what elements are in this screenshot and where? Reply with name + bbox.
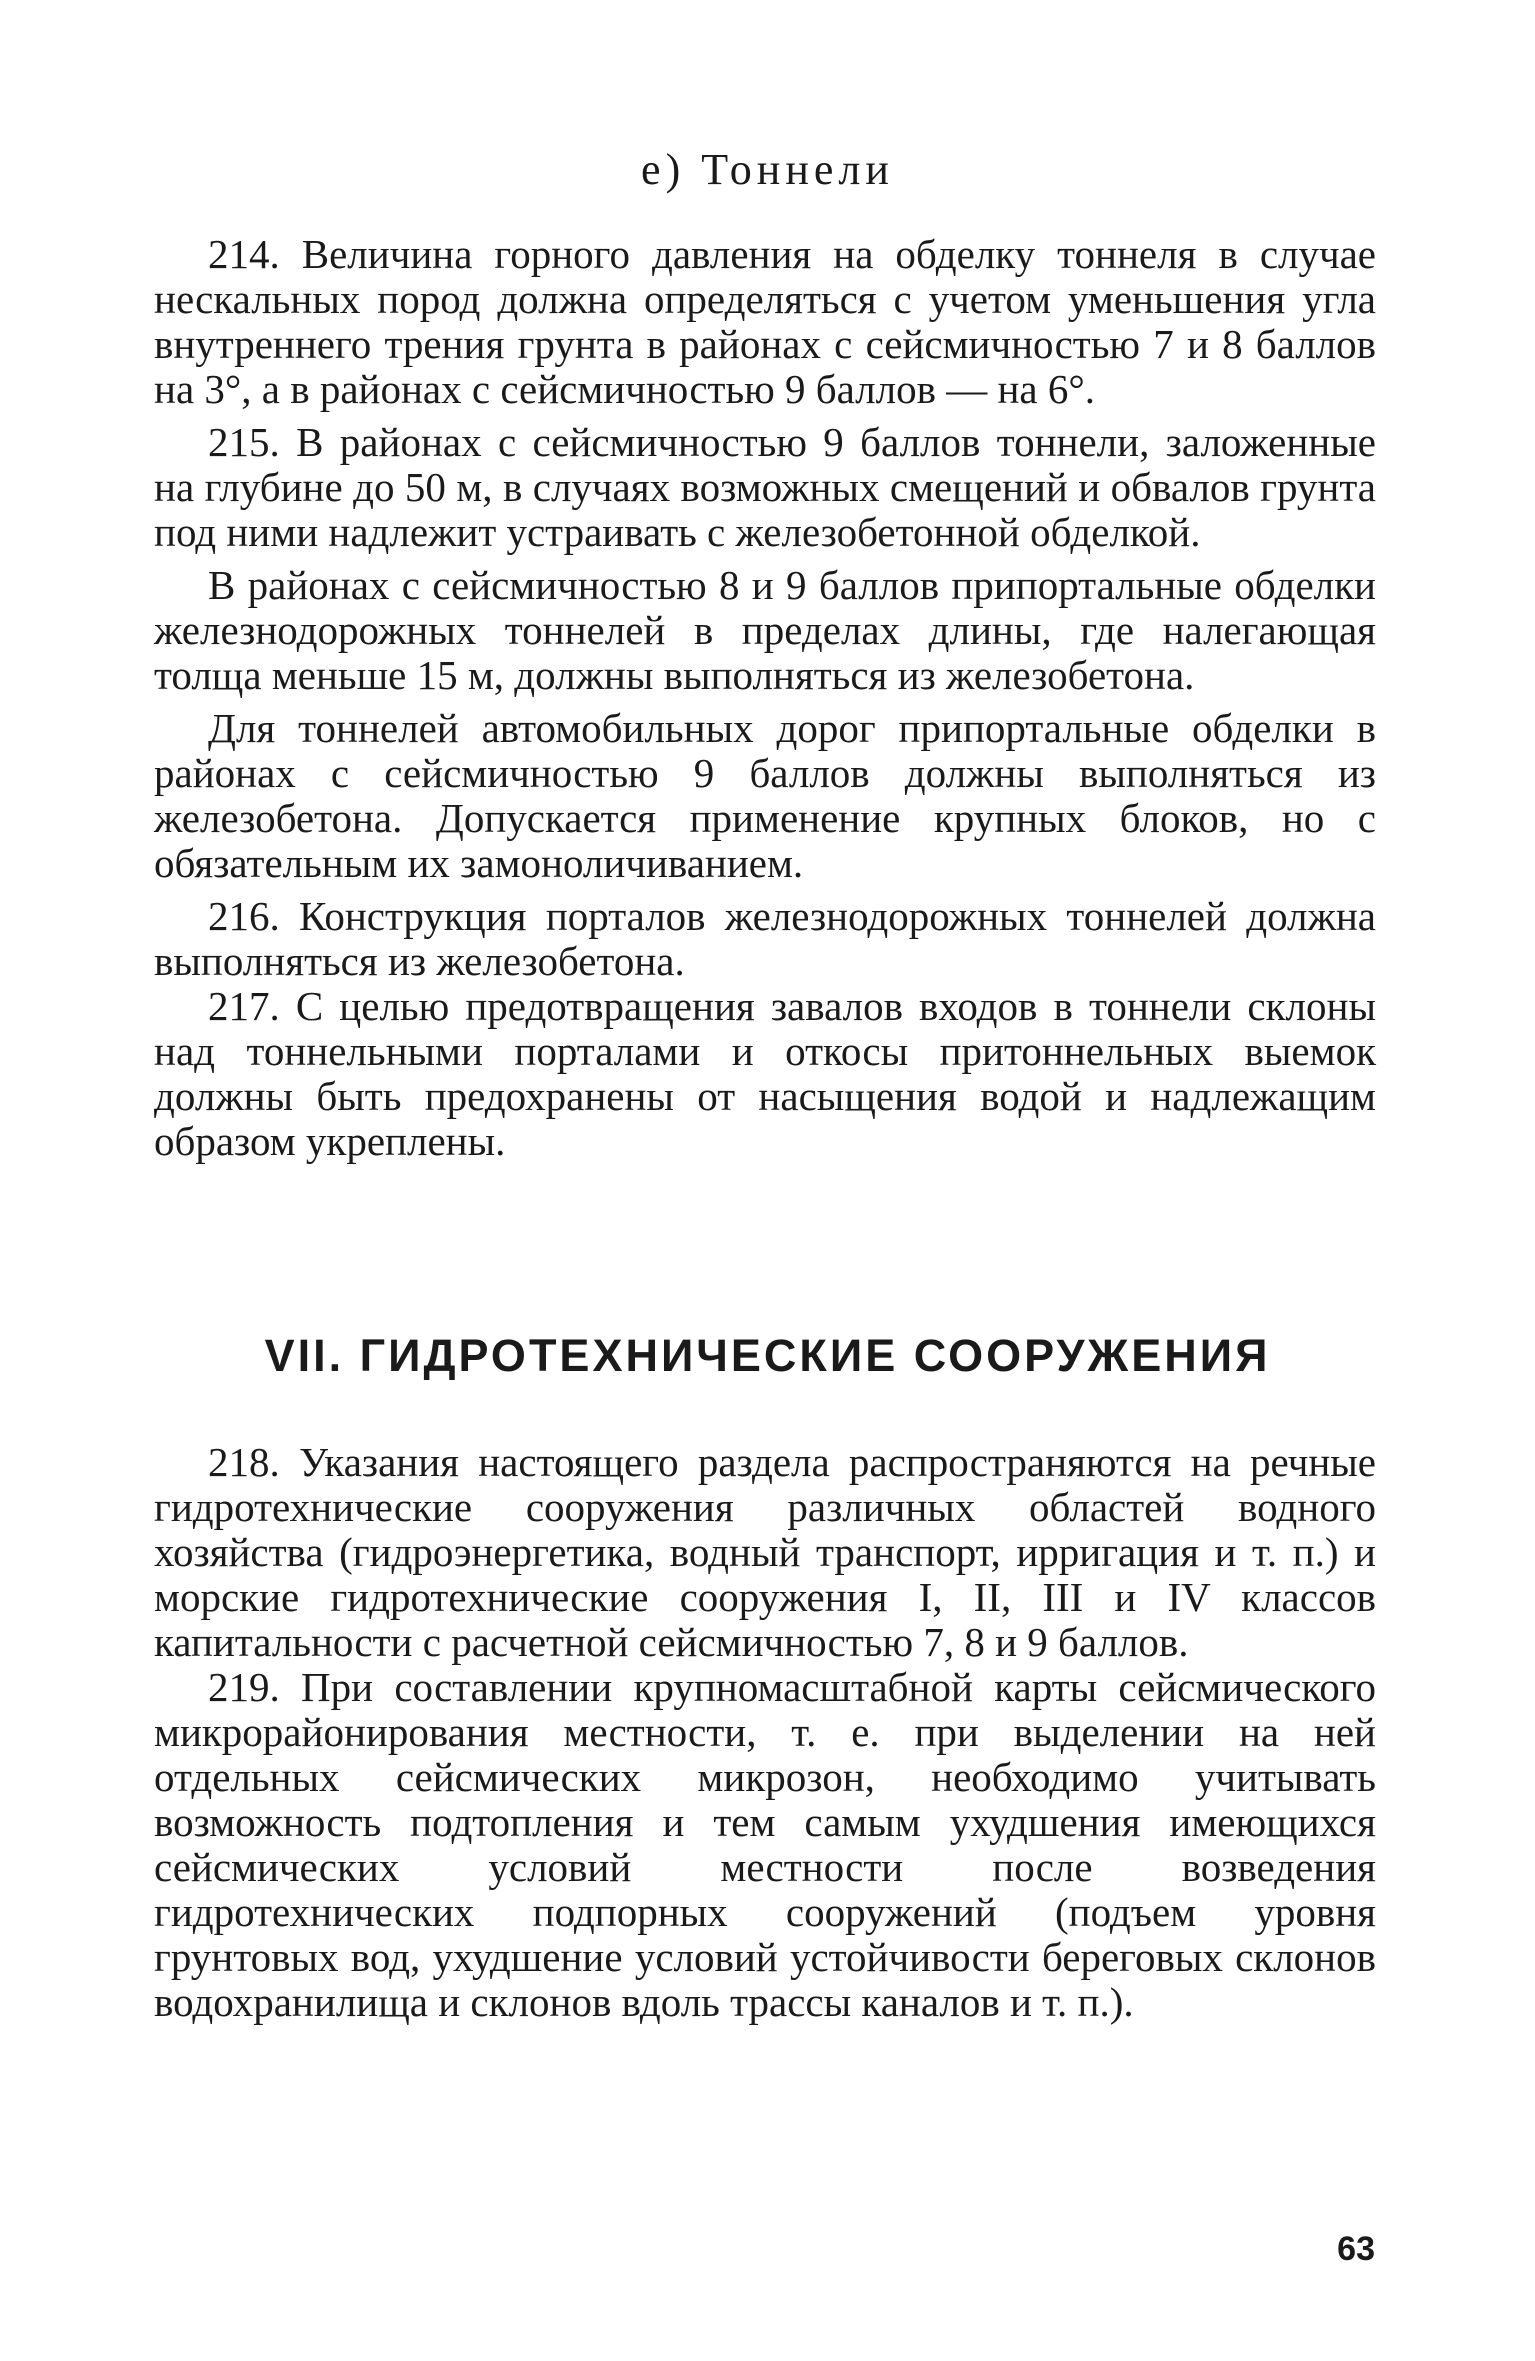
section-heading: VII. ГИДРОТЕХНИЧЕСКИЕ СООРУЖЕНИЯ <box>264 1330 1271 1381</box>
hydro-section <box>154 1440 1376 2025</box>
paragraph-214: 214. Величина горного давления на обделку тоннеля в случае нескальных пород должна определяться с учетом уменьшения угла внутреннего трения грунта в районах с сейсмичностью 7 и 8 баллов на 3°, а в районах с сейсмичностью 9 баллов — на 6°. <box>154 231 1376 412</box>
paragraph-215-roads: Для тоннелей автомобильных дорог припортальные обделки в районах с сейсмичностью 9 баллов должны выполняться из железобетона. Допускается применение крупных блоков, но с обязательным их замоноличиванием. <box>154 705 1376 886</box>
subsection-title: е) Тоннели <box>641 145 894 194</box>
paragraph-217: 217. С целью предотвращения завалов входов в тоннели склоны над тоннельными порталами и откосы притоннельных выемок должны быть предохранены от насыщения водой и надлежащим образом укреплены. <box>154 983 1376 1164</box>
tunnels-section <box>154 232 1376 1164</box>
paragraph-218: 218. Указания настоящего раздела распространяются на речные гидротехнические сооружения различных областей водного хозяйства (гидроэнергетика, водный транспорт, ирригация и т. п.) и морские гидротехнические сооружения I, II, III и IV классов капитальности с расчетной сейсмичностью 7, 8 и 9 баллов. <box>154 1439 1376 1665</box>
page-number: 63 <box>1337 2230 1375 2268</box>
paragraph-216: 216. Конструкция порталов железнодорожных тоннелей должна выполняться из железобетона. <box>154 893 1376 984</box>
paragraph-219: 219. При составлении крупномасштабной карты сейсмического микрорайонирования местности, т. е. при выделении на ней отдельных сейсмических микрозон, необходимо учитывать возможность подтопления и тем самым ухудшения имеющихся сейсмических условий местности после возведения гидротехнических подпорных сооружений (подъем уровня грунтовых вод, ухудшение условий устойчивости береговых склонов водохранилища и склонов вдоль трассы каналов и т. п.). <box>154 1664 1376 2025</box>
paragraph-215: 215. В районах с сейсмичностью 9 баллов тоннели, заложенные на глубине до 50 м, в случаях возможных смещений и обвалов грунта под ними надлежит устраивать с железобетонной обделкой. <box>154 419 1376 555</box>
paragraph-215-railway: В районах с сейсмичностью 8 и 9 баллов припортальные обделки железнодорожных тоннелей в пределах длины, где налегающая толща меньше 15 м, должны выполняться из железобетона. <box>154 562 1376 698</box>
